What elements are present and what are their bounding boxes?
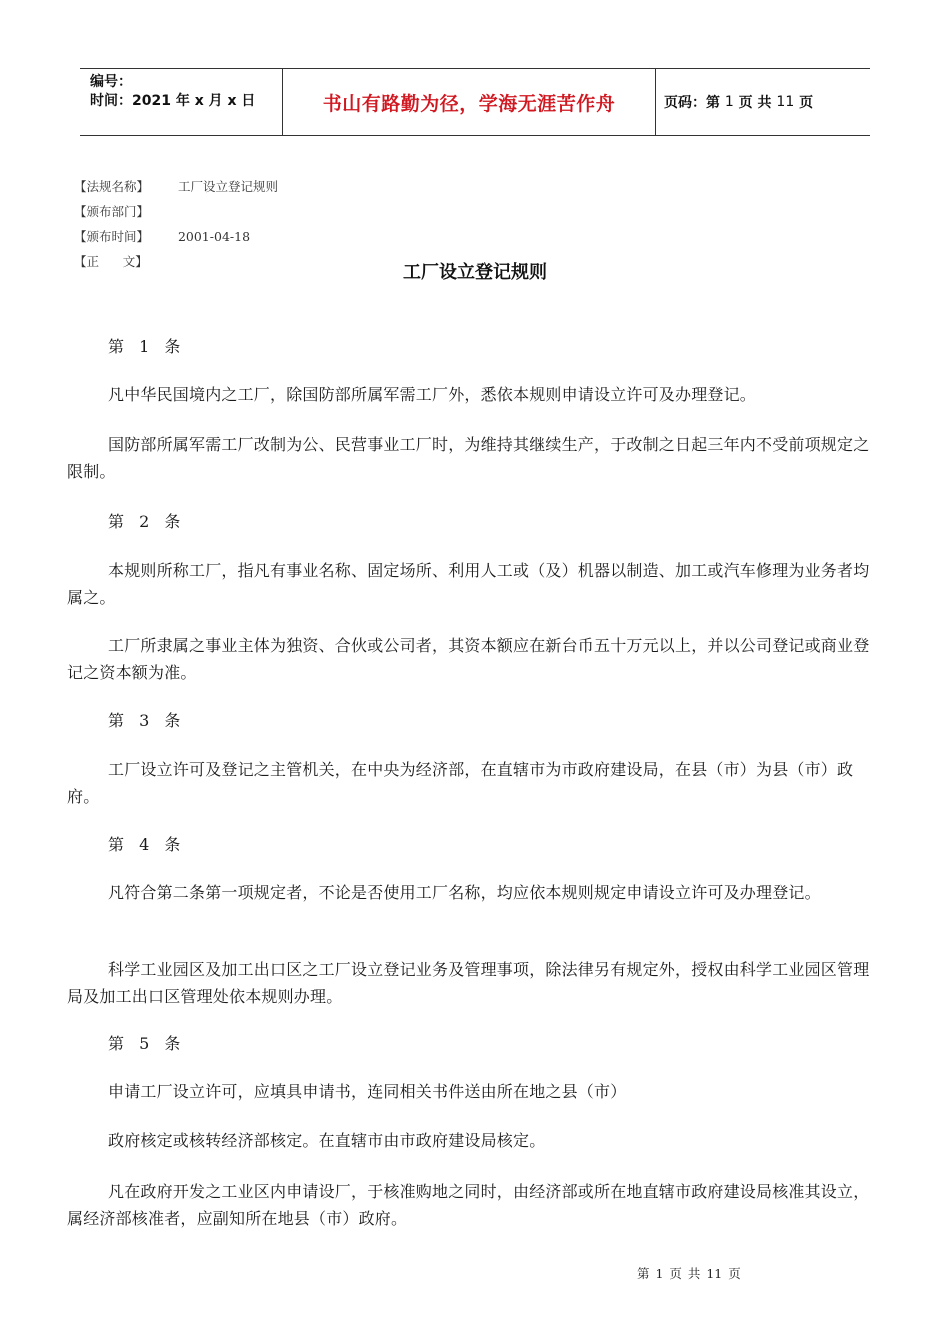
header-table <box>80 68 870 136</box>
page-footer: 第 1 页 共 11 页 <box>637 1266 741 1281</box>
article-heading: 第 3 条 <box>108 711 186 730</box>
meta-name-value: 工厂设立登记规则 <box>177 179 278 194</box>
paragraph: 本规则所称工厂，指凡有事业名称、固定场所、利用人工或（及）机器以制造、加工或汽车修理为业务者均属之。 <box>67 561 870 607</box>
paragraph: 凡中华民国境内之工厂，除国防部所属军需工厂外，悉依本规则申请设立许可及办理登记。 <box>108 385 757 404</box>
meta-body-label: 【正 文】 <box>73 254 148 269</box>
header-motto: 书山有路勤为径，学海无涯苦作舟 <box>282 69 656 135</box>
time-label: 时间：2021 年 x 月 x 日 <box>90 93 256 109</box>
page-number: 1 <box>724 94 734 110</box>
header-left-cell <box>80 69 282 135</box>
paragraph: 申请工厂设立许可，应填具申请书，连同相关书件送由所在地之县（市） <box>108 1082 627 1101</box>
meta-dept-label: 【颁布部门】 <box>73 204 149 219</box>
article-heading: 第 1 条 <box>108 337 186 356</box>
paragraph: 凡符合第二条第一项规定者，不论是否使用工厂名称，均应依本规则规定申请设立许可及办理登记。 <box>108 883 821 902</box>
document-title: 工厂设立登记规则 <box>403 262 547 283</box>
paragraph: 工厂设立许可及登记之主管机关，在中央为经济部，在直辖市为市政府建设局，在县（市）为县（市）政府。 <box>67 760 854 806</box>
page-label: 页码：第 <box>664 95 720 111</box>
paragraph: 国防部所属军需工厂改制为公、民营事业工厂时，为维持其继续生产，于改制之日起三年内不受前项规定之限制。 <box>67 435 870 481</box>
page-total: 11 <box>776 94 795 110</box>
meta-date-value: 2001-04-18 <box>177 229 251 244</box>
meta-date-label: 【颁布时间】 <box>73 229 149 244</box>
paragraph: 工厂所隶属之事业主体为独资、合伙或公司者，其资本额应在新台币五十万元以上，并以公司登记或商业登记之资本额为准。 <box>67 636 870 682</box>
header-page-cell <box>656 69 870 135</box>
paragraph: 凡在政府开发之工业区内申请设厂，于核准购地之同时，由经济部或所在地直辖市政府建设局核准其设立，属经济部核准者，应副知所在地县（市）政府。 <box>67 1182 870 1228</box>
number-label: 编号： <box>90 74 132 90</box>
page-mid: 页 共 <box>738 95 772 111</box>
page-end: 页 <box>799 95 814 111</box>
paragraph: 科学工业园区及加工出口区之工厂设立登记业务及管理事项，除法律另有规定外，授权由科学工业园区管理局及加工出口区管理处依本规则办理。 <box>67 960 870 1006</box>
meta-name-label: 【法规名称】 <box>73 179 149 194</box>
article-heading: 第 5 条 <box>108 1034 186 1053</box>
paragraph: 政府核定或核转经济部核定。在直辖市由市政府建设局核定。 <box>108 1131 546 1150</box>
article-heading: 第 4 条 <box>108 835 186 854</box>
article-heading: 第 2 条 <box>108 512 186 531</box>
